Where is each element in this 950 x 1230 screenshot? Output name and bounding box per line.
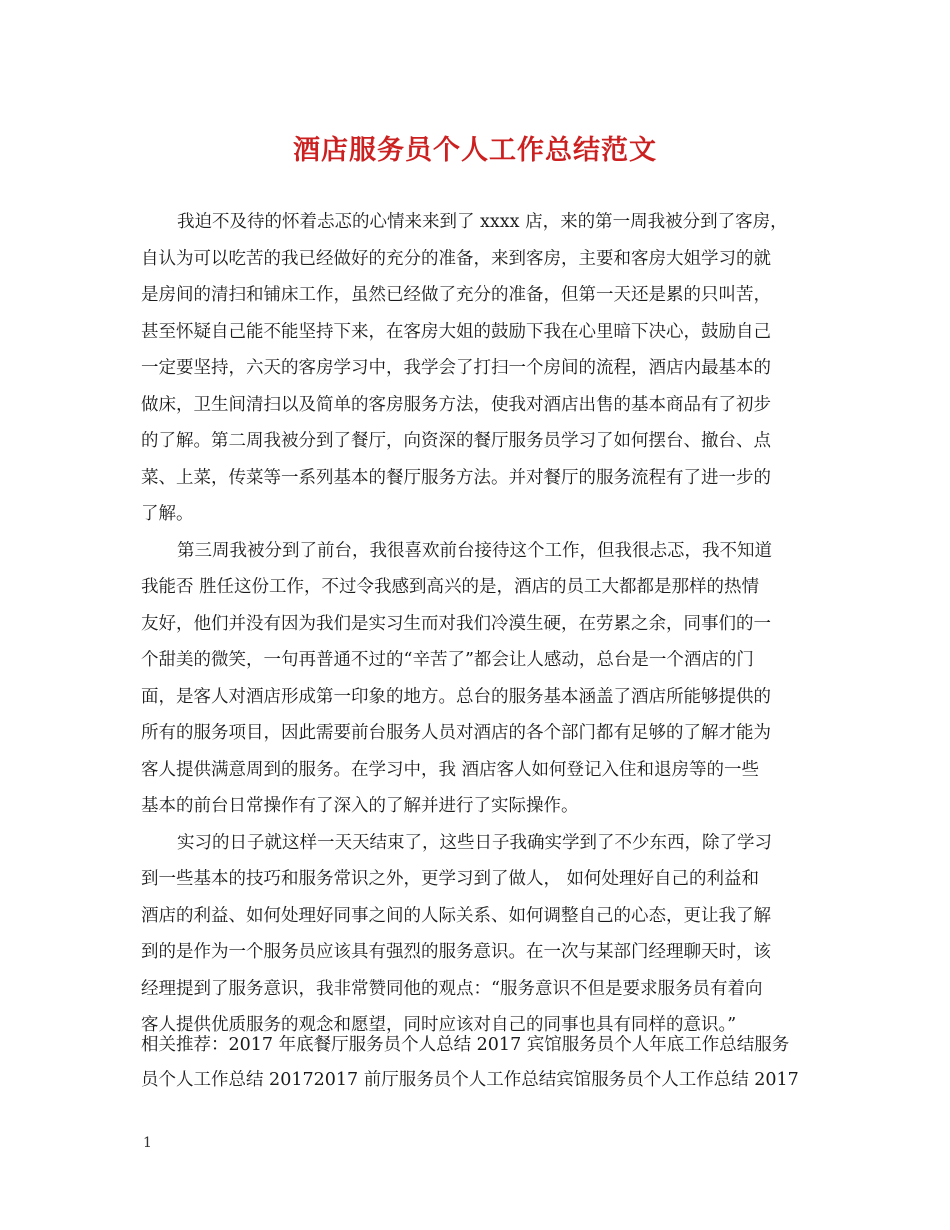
paragraph-1-line: 我迫不及待的怀着忐忑的心情来来到了 xxxx 店，来的第一周我被分到了客房， [177,212,788,232]
paragraph-2-line: 友好，他们并没有因为我们是实习生而对我们冷漠生硬，在劳累之余，同事们的一 [141,613,771,634]
paragraph-1-line: 自认为可以吃苦的我已经做好的充分的准备，来到客房，主要和客房大姐学习的就 [141,248,771,269]
paragraph-2-line: 面，是客人对酒店形成第一印象的地方。总台的服务基本涵盖了酒店所能够提供的 [141,686,771,707]
paragraph-2-line: 客人提供满意周到的服务。在学习中，我 酒店客人如何登记入住和退房等的一些 [141,759,760,780]
paragraph-1-line: 做床，卫生间清扫以及简单的客房服务方法，使我对酒店出售的基本商品有了初步 [141,394,771,415]
paragraph-2-line: 个甜美的微笑，一句再普通不过的“辛苦了”都会让人感动，总台是一个酒店的门 [141,650,754,670]
paragraph-2-line: 基本的前台日常操作有了深入的了解并进行了实际操作。 [141,796,579,816]
paragraph-3-line: 经理提到了服务意识，我非常赞同他的观点：“服务意识不但是要求服务员有着向 [141,978,763,999]
paragraph-2-line: 所有的服务项目，因此需要前台服务人员对酒店的各个部门都有足够的了解才能为 [141,723,771,743]
related-line: 员个人工作总结 20172017 前厅服务员个人工作总结宾馆服务员个人工作总结 2017 [141,1070,799,1090]
paragraph-2-line: 我能否 胜任这份工作，不过令我感到高兴的是，酒店的员工大都都是那样的热情 [141,577,760,597]
page-number: 1 [143,1135,152,1151]
related-line: 相关推荐：2017 年底餐厅服务员个人总结 2017 宾馆服务员个人年底工作总结服务 [141,1035,790,1055]
paragraph-3-line: 酒店的利益、如何处理好同事之间的人际关系、如何调整自己的心态，更让我了解 [141,905,771,926]
paragraph-1-line: 是房间的清扫和铺床工作，虽然已经做了充分的准备，但第一天还是累的只叫苦， [141,285,771,305]
paragraph-2-line: 第三周我被分到了前台，我很喜欢前台接待这个工作，但我很忐忑，我不知道 [177,540,772,561]
related-recommendations [141,1028,817,1098]
page-title: 酒店服务员个人工作总结范文 [293,135,657,166]
paragraph-1-line: 一定要坚持，六天的客房学习中，我学会了打扫一个房间的流程，酒店内最基本的 [141,358,771,378]
document-body [141,204,817,1044]
paragraph-1-line: 了解。 [141,504,194,524]
paragraph-3-line: 客人提供优质服务的观念和愿望，同时应该对自己的同事也具有同样的意识。” [141,1015,737,1035]
paragraph-1-line: 的了解。第二周我被分到了餐厅，向资深的餐厅服务员学习了如何摆台、撤台、点 [141,431,771,451]
paragraph-3-line: 到的是作为一个服务员应该具有强烈的服务意识。在一次与某部门经理聊天时，该 [141,942,771,962]
paragraph-1-line: 菜、上菜，传菜等一系列基本的餐厅服务方法。并对餐厅的服务流程有了进一步的 [141,467,771,488]
paragraph-3-line: 实习的日子就这样一天天结束了，这些日子我确实学到了不少东西，除了学习 [177,832,772,853]
paragraph-3-line: 到一些基本的技巧和服务常识之外，更学习到了做人， 如何处理好自己的利益和 [141,869,760,889]
paragraph-1-line: 甚至怀疑自己能不能坚持下来，在客房大姐的鼓励下我在心里暗下决心，鼓励自己 [141,321,771,342]
